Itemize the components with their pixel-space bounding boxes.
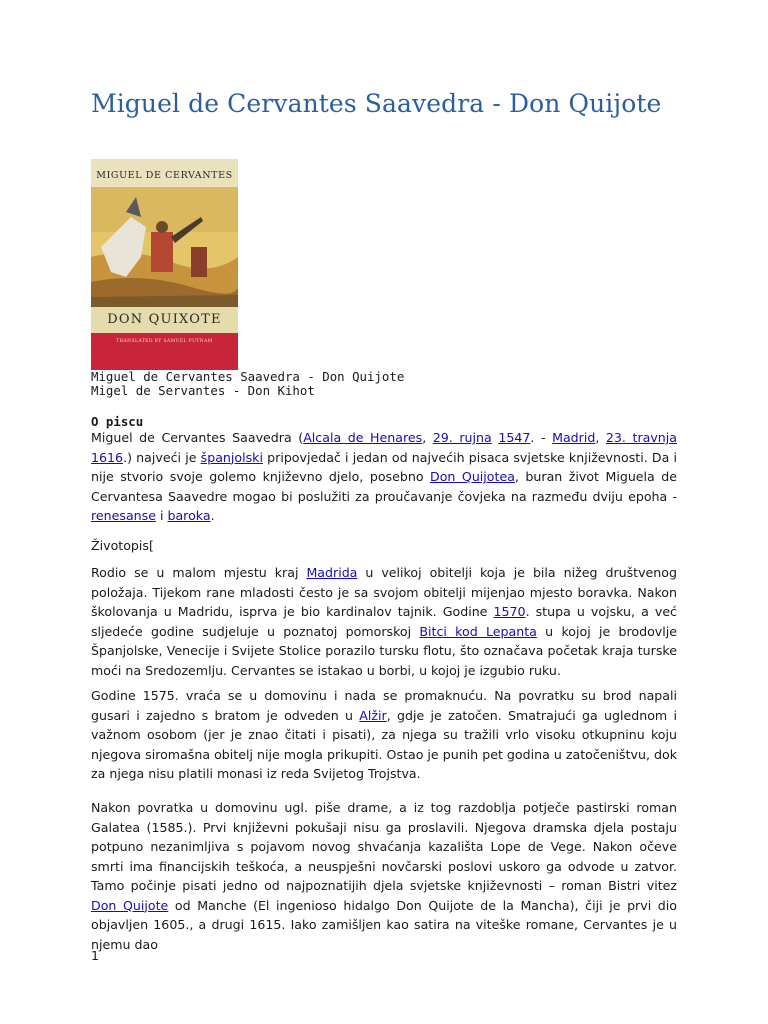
cover-title: DON QUIXOTE [107, 312, 222, 327]
link-lepanto[interactable]: Bitci kod Lepanta [419, 623, 537, 639]
biography-paragraph-1: Rodio se u malom mjestu kraj Madrida u velikoj obitelji koja je bila nižeg društvenog položaja. Tijekom rane mladosti često je sa svojom obitelji mijenjao mjesto boravka. Nakon školovanja u Madridu, isprva je bio kardinalov tajnik. Godine 1570. stupa u vojsku, a već sljedeće godine sudjeluje u poznatoj pomorskoj Bitci kod Lepanta u kojoj je brodovlje Španjolske, Venecije i Svijete Stolice porazilo tursku flotu, što označava početak kraja turske moći na Sredozemlju. Cervantes se istakao u borbi, u kojoj je izgubio ruku. [91, 565, 677, 678]
link-year-birth[interactable]: 1547 [498, 430, 531, 445]
book-cover-image [91, 159, 238, 370]
link-date-death[interactable]: 23. travnja [605, 430, 677, 445]
cover-illustration [91, 187, 238, 307]
link-alcala[interactable]: Alcala de Henares [303, 430, 423, 445]
section-heading: O piscu [91, 414, 144, 429]
intro-paragraph: Miguel de Cervantes Saavedra (Alcala de Henares, 29. rujna 1547. - Madrid, 23. travnja 1616.) najveći je španjolski pripovjedač i jedan od najvećih pisaca svjetske književnosti. Da i nije stvorio svoje golemo književno djelo, posebno Don Quijotea, buran život Miguela de Cervantesa Saavedre mogao bi poslužiti za proučavanje čovjeka na razmeđu dviju epoha - renesanse i baroka. [91, 430, 678, 523]
link-don-quijote-2[interactable]: Don Quijote [91, 897, 169, 913]
biography-heading: Životopis[ [91, 538, 154, 553]
link-madrida[interactable]: Madrida [306, 565, 358, 580]
link-1570[interactable]: 1570 [493, 604, 526, 619]
page-number: 1 [91, 948, 100, 963]
link-renaissance[interactable]: renesanse [91, 508, 156, 523]
biography-paragraph-2: Godine 1575. vraća se u domovinu i nada se promaknuću. Na povratku su brod napali gusari i zajedno s bratom je odveden u Alžir, gdje je zatočen. Smatrajući ga uglednom i važnom osobom (jer je znao čitati i pisati), za njega su tražili vrlo visoku otkupninu koju njegova siromašna obitelj nije mogla prikupiti. Ostao je punih pet godina u zatočeništvu, dok za njega nisu platili monasi iz reda Svijetog Trojstva. [91, 688, 678, 781]
link-alzir[interactable]: Alžir [359, 707, 387, 723]
document-title: Miguel de Cervantes Saavedra - Don Quijote [91, 89, 662, 118]
link-date-birth[interactable]: 29. rujna [432, 430, 492, 445]
subtitle-line-2: Migel de Servantes - Don Kihot [91, 383, 315, 398]
cover-author: MIGUEL DE CERVANTES [96, 170, 233, 181]
link-madrid[interactable]: Madrid [552, 430, 596, 445]
link-year-death[interactable]: 1616 [91, 449, 124, 465]
cover-credit: TRANSLATED BY SAMUEL PUTNAM [116, 339, 213, 344]
subtitle-line-1: Miguel de Cervantes Saavedra - Don Quijote [91, 369, 405, 384]
link-baroque[interactable]: baroka [167, 508, 211, 523]
link-don-quijote[interactable]: Don Quijotea [430, 469, 515, 484]
link-spanish[interactable]: španjolski [200, 449, 263, 465]
biography-paragraph-3: Nakon povratka u domovinu ugl. piše drame, a iz tog razdoblja potječe pastirski roman Galatea (1585.). Prvi književni pokušaji nisu ga proslavili. Njegova dramska djela postaju potpuno nezanimljiva s pojavom novog shvaćanja kazališta Lope de Vege. Nakon očeve smrti ima financijskih teškoća, a neuspješni novčarski poslovi uskoro ga odvode u zatvor. Tamo počinje pisati jedno od najpoznatijih djela svjetske književnosti – roman Bistri vitez Don Quijote od Manche (El ingenioso hidalgo Don Quijote de la Mancha), čiji je prvi dio objavljen 1605., a drugi 1615. Iako zamišljen kao satira na viteške romane, Cervantes je u njemu dao [91, 800, 678, 952]
